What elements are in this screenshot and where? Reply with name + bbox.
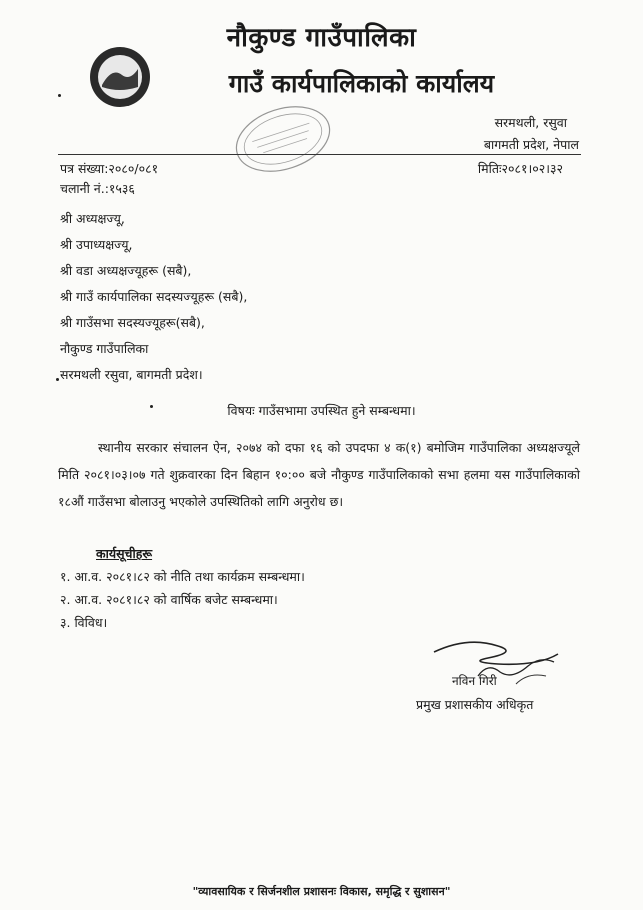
agenda-title: कार्यसूचीहरू — [96, 546, 153, 561]
recipient-line: श्री वडा अध्यक्षज्यूहरू (सबै), — [60, 263, 192, 278]
letter-subject: विषयः गाउँसभामा उपस्थित हुने सम्बन्धमा। — [227, 403, 416, 418]
recipient-line: नौकुण्ड गाउँपालिका — [60, 341, 149, 356]
office-stamp — [228, 96, 338, 182]
agenda-item: ३. विविध। — [60, 615, 108, 630]
reference-number: पत्र संख्या:२०८०/०८१ — [60, 161, 159, 176]
signatory-title: प्रमुख प्रशासकीय अधिकृत — [416, 697, 534, 712]
recipient-line: श्री अध्यक्षज्यू, — [60, 211, 125, 226]
chalani-number: चलानी नं.:१५३६ — [60, 181, 135, 196]
address-line-1: सरमथली, रसुवा — [494, 115, 567, 130]
letter-body: स्थानीय सरकार संचालन ऐन, २०७४ को दफा १६ को उपदफा ४ क(१) बमोजिम गाउँपालिका अध्यक्षज्यूले मिति २०८१।०३।०७ गते शुक्रवारका दिन बिहान १०:०० बजे नौकुण्ड गाउँपालिकाको सभा हलमा यस गाउँपालिकाको १८औं गाउँसभा बोलाउनु भएकोले उपस्थितिको लागि अनुरोध छ। — [58, 440, 580, 509]
recipient-line: श्री उपाध्यक्षज्यू, — [60, 237, 133, 252]
header-divider — [58, 154, 581, 155]
handwritten-signature — [428, 632, 568, 690]
scan-speck — [58, 94, 61, 97]
recipient-line: सरमथली रसुवा, बागमती प्रदेश। — [60, 367, 203, 382]
footer-motto: "व्यावसायिक र सिर्जनशील प्रशासनः विकास, समृद्धि र सुशासन" — [192, 885, 451, 898]
signatory-name: नविन गिरी — [452, 674, 497, 688]
office-subtitle: गाउँ कार्यपालिकाको कार्यालय — [228, 69, 495, 98]
agenda-item: १. आ.व. २०८१।८२ को नीति तथा कार्यक्रम सम्बन्धमा। — [60, 569, 305, 584]
letter-date: मितिः२०८१।०२।३२ — [477, 161, 563, 176]
office-title: नौकुण्ड गाउँपालिका — [226, 23, 417, 53]
agenda-item: २. आ.व. २०८१।८२ को वार्षिक बजेट सम्बन्धमा। — [60, 592, 278, 607]
recipient-line: श्री गाउँसभा सदस्यज्यूहरू(सबै), — [60, 315, 205, 330]
recipient-line: श्री गाउँ कार्यपालिका सदस्यज्यूहरू (सबै), — [60, 289, 248, 304]
address-line-2: बागमती प्रदेश, नेपाल — [483, 137, 579, 152]
scan-speck — [56, 378, 59, 381]
